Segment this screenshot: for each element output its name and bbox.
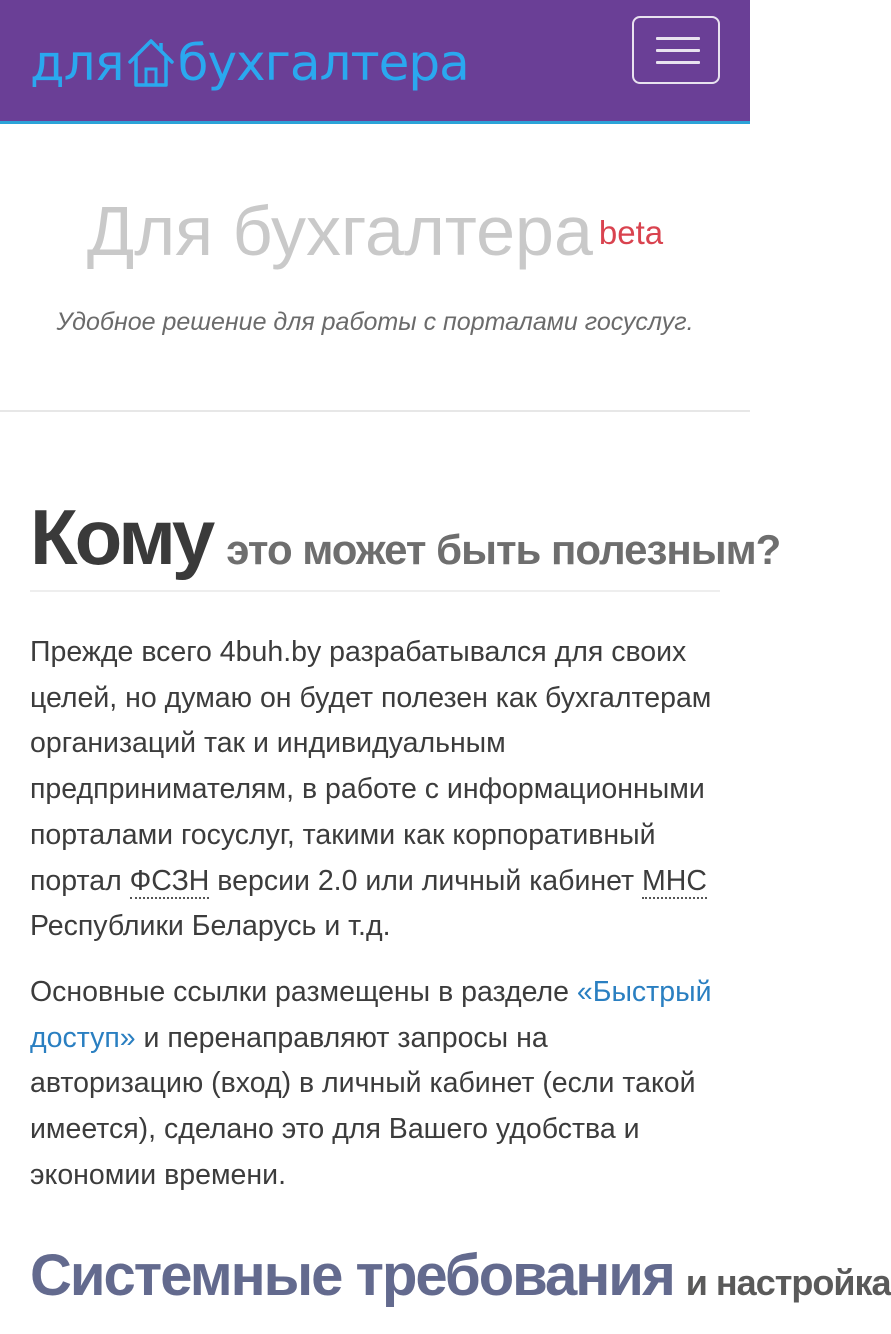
hamburger-icon <box>656 37 700 40</box>
hero-title <box>0 186 750 276</box>
hero-title-text: Для бухгалтера <box>86 192 593 270</box>
paragraph-text: Республики Беларусь и т.д. <box>30 910 391 943</box>
abbr-mns[interactable]: МНС <box>642 864 707 897</box>
hero-tagline: Удобное решение для работы с порталами госуслуг. <box>56 308 694 336</box>
heading-sub: и настройка <box>685 1262 891 1303</box>
hamburger-icon-line <box>656 61 700 64</box>
brand-text-right: бухгалтера <box>177 34 469 92</box>
divider <box>0 410 750 412</box>
navbar <box>0 0 750 124</box>
section-heading-who <box>30 492 781 582</box>
beta-badge: beta <box>598 214 664 251</box>
paragraph-links <box>30 970 725 1199</box>
heading-divider <box>30 590 720 592</box>
paragraph-text: версии 2.0 или личный кабинет <box>209 864 643 897</box>
brand-logo[interactable] <box>30 28 469 98</box>
abbr-fszn[interactable]: ФСЗН <box>129 864 210 897</box>
paragraph-text: Прежде всего 4buh.by разрабатывался для своих целей, но думаю он будет полезен как бухгалтерам организаций так и индивидуальным предпринимателям, в работе с информационными порталами госуслуг, такими как корпоративный портал <box>30 636 712 897</box>
heading-main: Системные требования <box>30 1243 674 1308</box>
paragraph-text: Основные ссылки размещены в разделе <box>30 976 577 1008</box>
heading-main: Кому <box>30 493 213 581</box>
paragraph-purpose <box>30 630 725 950</box>
heading-sub: это может быть полезным? <box>226 526 781 573</box>
hamburger-icon-line <box>656 49 700 52</box>
quick-access-link[interactable]: «Быстрый доступ» <box>30 976 712 1054</box>
house-icon <box>126 35 176 91</box>
brand-text-left: для <box>30 34 124 92</box>
paragraph-text: и перенаправляют запросы на авторизацию (вход) в личный кабинет (если такой имеется), сделано это для Вашего удобства и экономии времени. <box>30 1021 696 1191</box>
menu-toggle-button[interactable] <box>632 16 720 84</box>
section-heading-system <box>30 1236 891 1316</box>
